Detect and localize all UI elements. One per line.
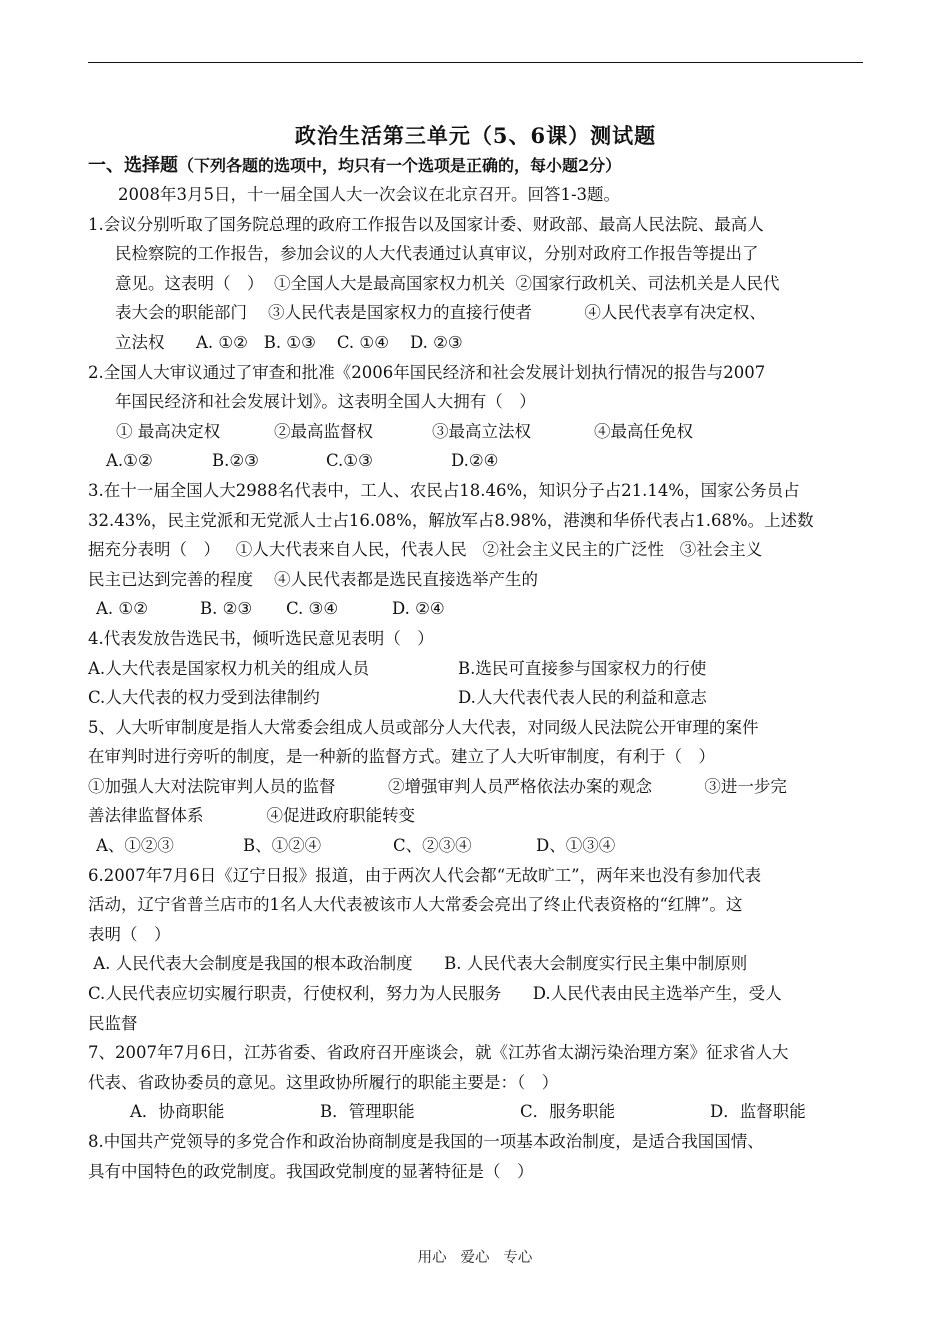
q7-line-1: 7、2007年7月6日，江苏省委、省政府召开座谈会，就《江苏省太湖污染治理方案》征求省人大: [88, 1043, 789, 1063]
page-title: 政治生活第三单元（5、6课）测试题: [294, 123, 657, 148]
question-8: [88, 1127, 863, 1186]
q4-option-d: D.人大代表代表人民的利益和意志: [458, 688, 707, 708]
q2-item-2: ②最高监督权: [274, 421, 373, 441]
q3-line-4: 民主已达到完善的程度 ④人民代表都是选民直接选举产生的: [88, 569, 538, 589]
q3-option-d: D. ②④: [392, 599, 445, 619]
q3-option-c: C. ③④: [286, 599, 339, 619]
q2-option-c: C.①③: [326, 451, 373, 471]
q3-line-3: 据充分表明（ ） ①人大代表来自人民，代表人民 ②社会主义民主的广泛性 ③社会主义: [88, 540, 763, 560]
section-heading: [88, 152, 863, 180]
q2-items: [88, 417, 863, 447]
q4-options-row-1: [88, 654, 863, 684]
question-4: [88, 624, 863, 713]
question-3: [88, 476, 863, 624]
q2-option-b: B.②③: [212, 451, 259, 471]
q4-stem: 4.代表发放告选民书，倾听选民意见表明（ ）: [88, 628, 434, 648]
q2-item-4: ④最高任免权: [594, 421, 693, 441]
q7-option-d: D．监督职能: [710, 1102, 806, 1122]
q2-line-2: 年国民经济和社会发展计划》。这表明全国人大拥有（ ）: [115, 392, 536, 412]
q8-line-2: 具有中国特色的政党制度。我国政党制度的显著特征是（ ）: [88, 1161, 534, 1181]
q5-line-1: 5、人大听审制度是指人大常委会组成人员或部分人大代表，对同级人民法院公开审理的案件: [88, 717, 759, 737]
q1-line-1: 1.会议分别听取了国务院总理的政府工作报告以及国家计委、财政部、最高人民法院、最高人: [88, 214, 764, 234]
q8-line-1: 8.中国共产党领导的多党合作和政治协商制度是我国的一项基本政治制度，是适合我国国情、: [88, 1132, 764, 1151]
question-7: [88, 1038, 863, 1127]
q4-option-b: B.选民可直接参与国家权力的行使: [458, 658, 707, 678]
q7-options: [88, 1097, 863, 1127]
q7-line-2: 代表、省政协委员的意见。这里政协所履行的职能主要是：（ ）: [88, 1072, 559, 1092]
q3-options: [88, 594, 863, 624]
document-body: [88, 120, 863, 1186]
header-rule: [88, 62, 863, 63]
intro-text: 2008年3月5日，十一届全国人大一次会议在北京召开。回答1-3题。: [118, 185, 621, 204]
q1-line-3: 意见。这表明（ ） ①全国人大是最高国家权力机关 ②国家行政机关、司法机关是人民代: [115, 273, 780, 293]
q5-option-b: B、①②④: [243, 836, 322, 856]
q7-option-b: B．管理职能: [320, 1102, 415, 1122]
q2-item-3: ③最高立法权: [432, 421, 531, 441]
page-footer: 用心 爱心 专心: [417, 1250, 533, 1266]
q5-line-2: 在审判时进行旁听的制度，是一种新的监督方式。建立了人大听审制度，有利于（ ）: [88, 747, 715, 767]
q5-line-4: 善法律监督体系 ④促进政府职能转变: [88, 806, 415, 826]
q2-option-a: A.①②: [106, 451, 153, 471]
q4-option-a: A.人大代表是国家权力机关的组成人员: [88, 658, 370, 678]
q6-line-6: 民监督: [88, 1013, 138, 1033]
q2-line-1: 2.全国人大审议通过了审查和批准《2006年国民经济和社会发展计划执行情况的报告与2007: [88, 362, 766, 382]
q6-line-1: 6.2007年7月6日《辽宁日报》报道，由于两次人代会都“无故旷工”，两年来也没有参加代表: [88, 865, 762, 885]
q2-options: [88, 446, 863, 476]
q5-option-c: C、②③④: [393, 836, 472, 856]
question-1: [88, 210, 863, 358]
section-note: （下列各题的选项中，均只有一个选项是正确的，每小题2分）: [178, 156, 622, 175]
q5-option-a: A、①②③: [96, 836, 174, 856]
q6-line-4: A. 人民代表大会制度是我国的根本政治制度 B. 人民代表大会制度实行民主集中制原则: [88, 954, 748, 974]
question-2: [88, 358, 863, 476]
question-6: [88, 861, 863, 1039]
q5-line-3: ①加强人大对法院审判人员的监督 ②增强审判人员严格依法办案的观念 ③进一步完: [88, 776, 787, 796]
q1-line-4: 表大会的职能部门 ③人民代表是国家权力的直接行使者 ④人民代表享有决定权、: [115, 303, 766, 323]
q3-option-a: A. ①②: [96, 599, 148, 619]
q5-option-d: D、①③④: [536, 836, 616, 856]
q2-item-1: ① 最高决定权: [116, 421, 221, 441]
q3-line-1: 3.在十一届全国人大2988名代表中，工人、农民占18.46%，知识分子占21.14%，国家公务员占: [88, 480, 800, 500]
q1-line-2: 民检察院的工作报告，参加会议的人大代表通过认真审议，分别对政府工作报告等提出了: [115, 244, 759, 264]
q2-option-d: D.②④: [451, 451, 499, 471]
q3-option-b: B. ②③: [200, 599, 253, 619]
q6-line-2: 活动，辽宁省普兰店市的1名人大代表被该市人大常委会亮出了终止代表资格的“红牌”。这: [88, 895, 743, 915]
q4-option-c: C.人大代表的权力受到法律制约: [88, 688, 320, 708]
q7-option-a: A．协商职能: [130, 1102, 225, 1122]
section-label: 一、选择题: [88, 155, 178, 176]
q5-options: [88, 831, 863, 861]
q6-line-5: C.人民代表应切实履行职责，行使权利，努力为人民服务 D.人民代表由民主选举产生，受人: [88, 984, 782, 1004]
q4-options-row-2: [88, 683, 863, 713]
q1-line-5: 立法权 A. ①② B. ①③ C. ①④ D. ②③: [115, 332, 463, 352]
q3-line-2: 32.43%，民主党派和无党派人士占16.08%，解放军占8.98%，港澳和华侨代表占1.68%。上述数: [88, 510, 814, 530]
q6-line-3: 表明（ ）: [88, 924, 171, 944]
q7-option-c: C．服务职能: [520, 1102, 616, 1122]
question-5: [88, 713, 863, 861]
